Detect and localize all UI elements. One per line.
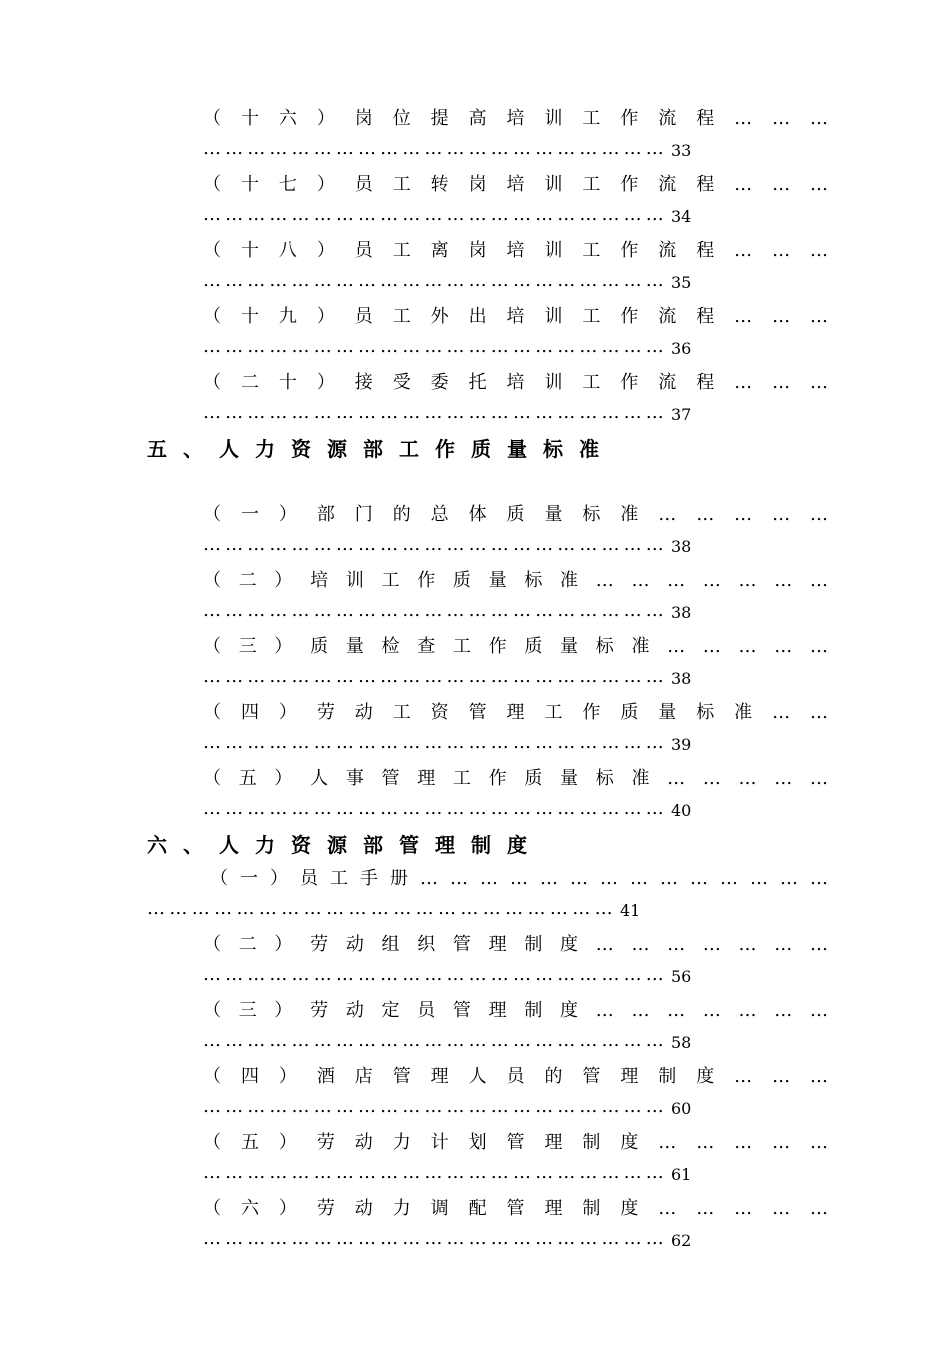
dot-leader: … … … … … … … … … … … … … … … … … … … … … <box>203 1030 663 1051</box>
toc-entry[interactable] <box>0 934 950 1000</box>
toc-leader <box>203 1162 691 1184</box>
page-number: 37 <box>671 405 692 424</box>
toc-entry[interactable] <box>0 504 950 570</box>
toc-entry[interactable] <box>0 372 950 438</box>
dot-leader: … … … … … … … … … … … … … … … … … … … … … <box>203 666 663 687</box>
toc-leader <box>203 336 691 358</box>
toc-entry-title: （ 一 ） 员 工 手 册 … … … … … … … … … … … … … … <box>210 868 828 889</box>
toc-leader <box>203 1096 691 1118</box>
toc-leader <box>147 898 640 920</box>
page-number: 62 <box>671 1231 692 1250</box>
dot-leader: … … … … … … … … … … … … … … … … … … … … … <box>203 600 663 621</box>
toc-entry-title: （ 五 ） 劳 动 力 计 划 管 理 制 度 … … … … … <box>203 1132 828 1153</box>
page-number: 33 <box>671 141 692 160</box>
toc-entry[interactable] <box>0 768 950 834</box>
toc-entry[interactable] <box>0 570 950 636</box>
page-number: 34 <box>671 207 692 226</box>
page-number: 39 <box>671 735 692 754</box>
toc-leader <box>203 138 691 160</box>
dot-leader: … … … … … … … … … … … … … … … … … … … … … <box>203 138 663 159</box>
dot-leader: … … … … … … … … … … … … … … … … … … … … … <box>203 534 663 555</box>
page-number: 38 <box>671 603 692 622</box>
toc-entry-title: （ 一 ） 部 门 的 总 体 质 量 标 准 … … … … … <box>203 504 828 525</box>
toc-leader <box>203 964 691 986</box>
toc-leader <box>203 600 691 622</box>
section-heading: 六 、 人 力 资 源 部 管 理 制 度 <box>147 833 527 857</box>
toc-leader <box>203 534 691 556</box>
toc-entry-title: （ 三 ） 质 量 检 查 工 作 质 量 标 准 … … … … … <box>203 636 828 657</box>
toc-entry-title: （ 四 ） 酒 店 管 理 人 员 的 管 理 制 度 … … … <box>203 1066 828 1087</box>
toc-entry[interactable] <box>0 1066 950 1132</box>
dot-leader: … … … … … … … … … … … … … … … … … … … … … <box>147 898 612 919</box>
toc-entry-title: （ 二 ） 劳 动 组 织 管 理 制 度 … … … … … … … <box>203 934 828 955</box>
dot-leader: … … … … … … … … … … … … … … … … … … … … … <box>203 1162 663 1183</box>
dot-leader: … … … … … … … … … … … … … … … … … … … … … <box>203 336 663 357</box>
toc-entry[interactable] <box>0 1198 950 1264</box>
toc-entry[interactable] <box>0 306 950 372</box>
toc-entry-title: （ 二 ） 培 训 工 作 质 量 标 准 … … … … … … … <box>203 570 828 591</box>
dot-leader: … … … … … … … … … … … … … … … … … … … … … <box>203 1096 663 1117</box>
page-number: 41 <box>620 901 641 920</box>
toc-leader <box>203 1030 691 1052</box>
page-number: 56 <box>671 967 692 986</box>
toc-entry[interactable] <box>0 1132 950 1198</box>
page-number: 61 <box>671 1165 692 1184</box>
dot-leader: … … … … … … … … … … … … … … … … … … … … … <box>203 402 663 423</box>
toc-entry[interactable] <box>0 240 950 306</box>
toc-leader <box>203 666 691 688</box>
toc-entry[interactable] <box>0 1000 950 1066</box>
dot-leader: … … … … … … … … … … … … … … … … … … … … … <box>203 204 663 225</box>
toc-entry-title: （ 十 八 ） 员 工 离 岗 培 训 工 作 流 程 … … … <box>203 240 828 261</box>
toc-entry-title: （ 三 ） 劳 动 定 员 管 理 制 度 … … … … … … … <box>203 1000 828 1021</box>
dot-leader: … … … … … … … … … … … … … … … … … … … … … <box>203 964 663 985</box>
toc-entry-title: （ 十 九 ） 员 工 外 出 培 训 工 作 流 程 … … … <box>203 306 828 327</box>
page-number: 60 <box>671 1099 692 1118</box>
toc-leader <box>203 798 691 820</box>
dot-leader: … … … … … … … … … … … … … … … … … … … … … <box>203 1228 663 1249</box>
dot-leader: … … … … … … … … … … … … … … … … … … … … … <box>203 270 663 291</box>
page-number: 36 <box>671 339 692 358</box>
toc-entry[interactable] <box>0 108 950 174</box>
toc-entry-title: （ 六 ） 劳 动 力 调 配 管 理 制 度 … … … … … <box>203 1198 828 1219</box>
toc-entry[interactable] <box>0 868 950 934</box>
toc-leader <box>203 1228 691 1250</box>
page-number: 58 <box>671 1033 692 1052</box>
toc-leader <box>203 402 691 424</box>
toc-entry[interactable] <box>0 174 950 240</box>
toc-entry[interactable] <box>0 702 950 768</box>
page-number: 40 <box>671 801 692 820</box>
section-heading: 五 、 人 力 资 源 部 工 作 质 量 标 准 <box>147 437 599 461</box>
toc-leader <box>203 204 691 226</box>
page-number: 38 <box>671 669 692 688</box>
toc-entry[interactable] <box>0 636 950 702</box>
toc-entry-title: （ 五 ） 人 事 管 理 工 作 质 量 标 准 … … … … … <box>203 768 828 789</box>
toc-entry-title: （ 四 ） 劳 动 工 资 管 理 工 作 质 量 标 准 … … <box>203 702 828 723</box>
dot-leader: … … … … … … … … … … … … … … … … … … … … … <box>203 798 663 819</box>
page-number: 35 <box>671 273 692 292</box>
toc-entry-title: （ 二 十 ） 接 受 委 托 培 训 工 作 流 程 … … … <box>203 372 828 393</box>
toc-leader <box>203 732 691 754</box>
page-number: 38 <box>671 537 692 556</box>
toc-entry-title: （ 十 六 ） 岗 位 提 高 培 训 工 作 流 程 … … … <box>203 108 828 129</box>
toc-entry-title: （ 十 七 ） 员 工 转 岗 培 训 工 作 流 程 … … … <box>203 174 828 195</box>
toc-leader <box>203 270 691 292</box>
dot-leader: … … … … … … … … … … … … … … … … … … … … … <box>203 732 663 753</box>
